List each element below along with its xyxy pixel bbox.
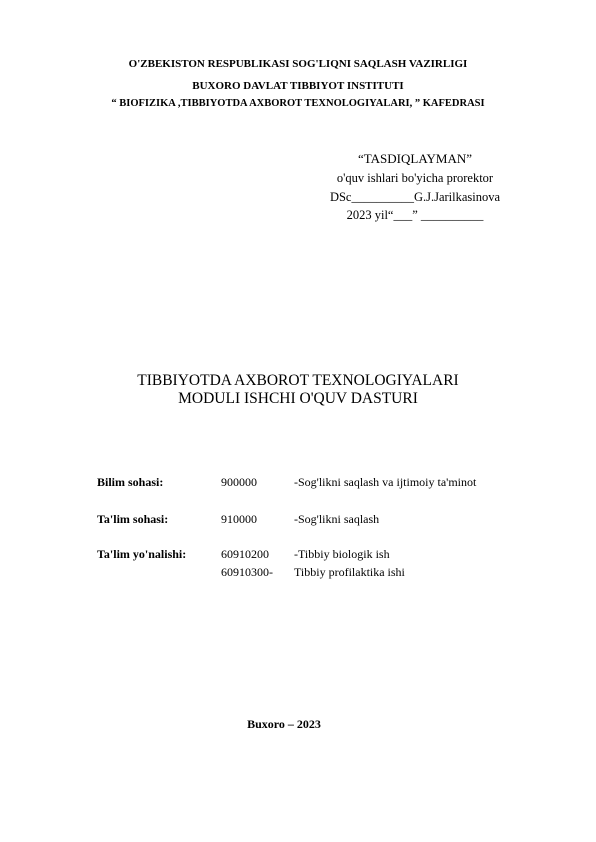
ministry-heading: O'ZBEKISTON RESPUBLIKASI SOG'LIQNI SAQLASH VAZIRLIGI	[128, 58, 468, 70]
field-desc-talim-yonalishi-2: Tibbiy profilaktika ishi	[294, 565, 405, 579]
field-desc-talim-sohasi: -Sog'likni saqlash	[294, 512, 380, 526]
field-label-bilim-sohasi: Bilim sohasi:	[97, 475, 164, 489]
field-code-bilim-sohasi: 900000	[221, 475, 257, 489]
field-desc-talim-yonalishi-1: -Tibbiy biologik ish	[294, 547, 390, 561]
department-heading: “ BIOFIZIKA ,TIBBIYOTDA AXBOROT TEXNOLOGIYALARI, ” KAFEDRASI	[111, 98, 485, 109]
field-label-talim-sohasi: Ta'lim sohasi:	[97, 512, 169, 526]
document-title-line-2: MODULI ISHCHI O'QUV DASTURI	[178, 390, 418, 407]
field-label-talim-yonalishi: Ta'lim yo'nalishi:	[97, 547, 187, 561]
document-title-line-1: TIBBIYOTDA AXBOROT TEXNOLOGIYALARI	[137, 372, 459, 389]
field-code-talim-yonalishi-1: 60910200	[221, 547, 269, 561]
approval-heading: “TASDIQLAYMAN”	[357, 151, 473, 166]
field-desc-bilim-sohasi: -Sog'likni saqlash va ijtimoiy ta'minot	[294, 475, 477, 489]
field-code-talim-sohasi: 910000	[221, 512, 257, 526]
institute-heading: BUXORO DAVLAT TIBBIYOT INSTITUTI	[192, 80, 404, 92]
approval-date: 2023 yil“___” __________	[346, 208, 484, 222]
footer-city-year: Buxoro – 2023	[247, 717, 321, 731]
approval-signatory: DSc__________G.J.Jarilkasinova	[329, 190, 501, 204]
field-code-talim-yonalishi-2: 60910300-	[221, 565, 273, 579]
approval-position: o'quv ishlari bo'yicha prorektor	[336, 171, 494, 185]
